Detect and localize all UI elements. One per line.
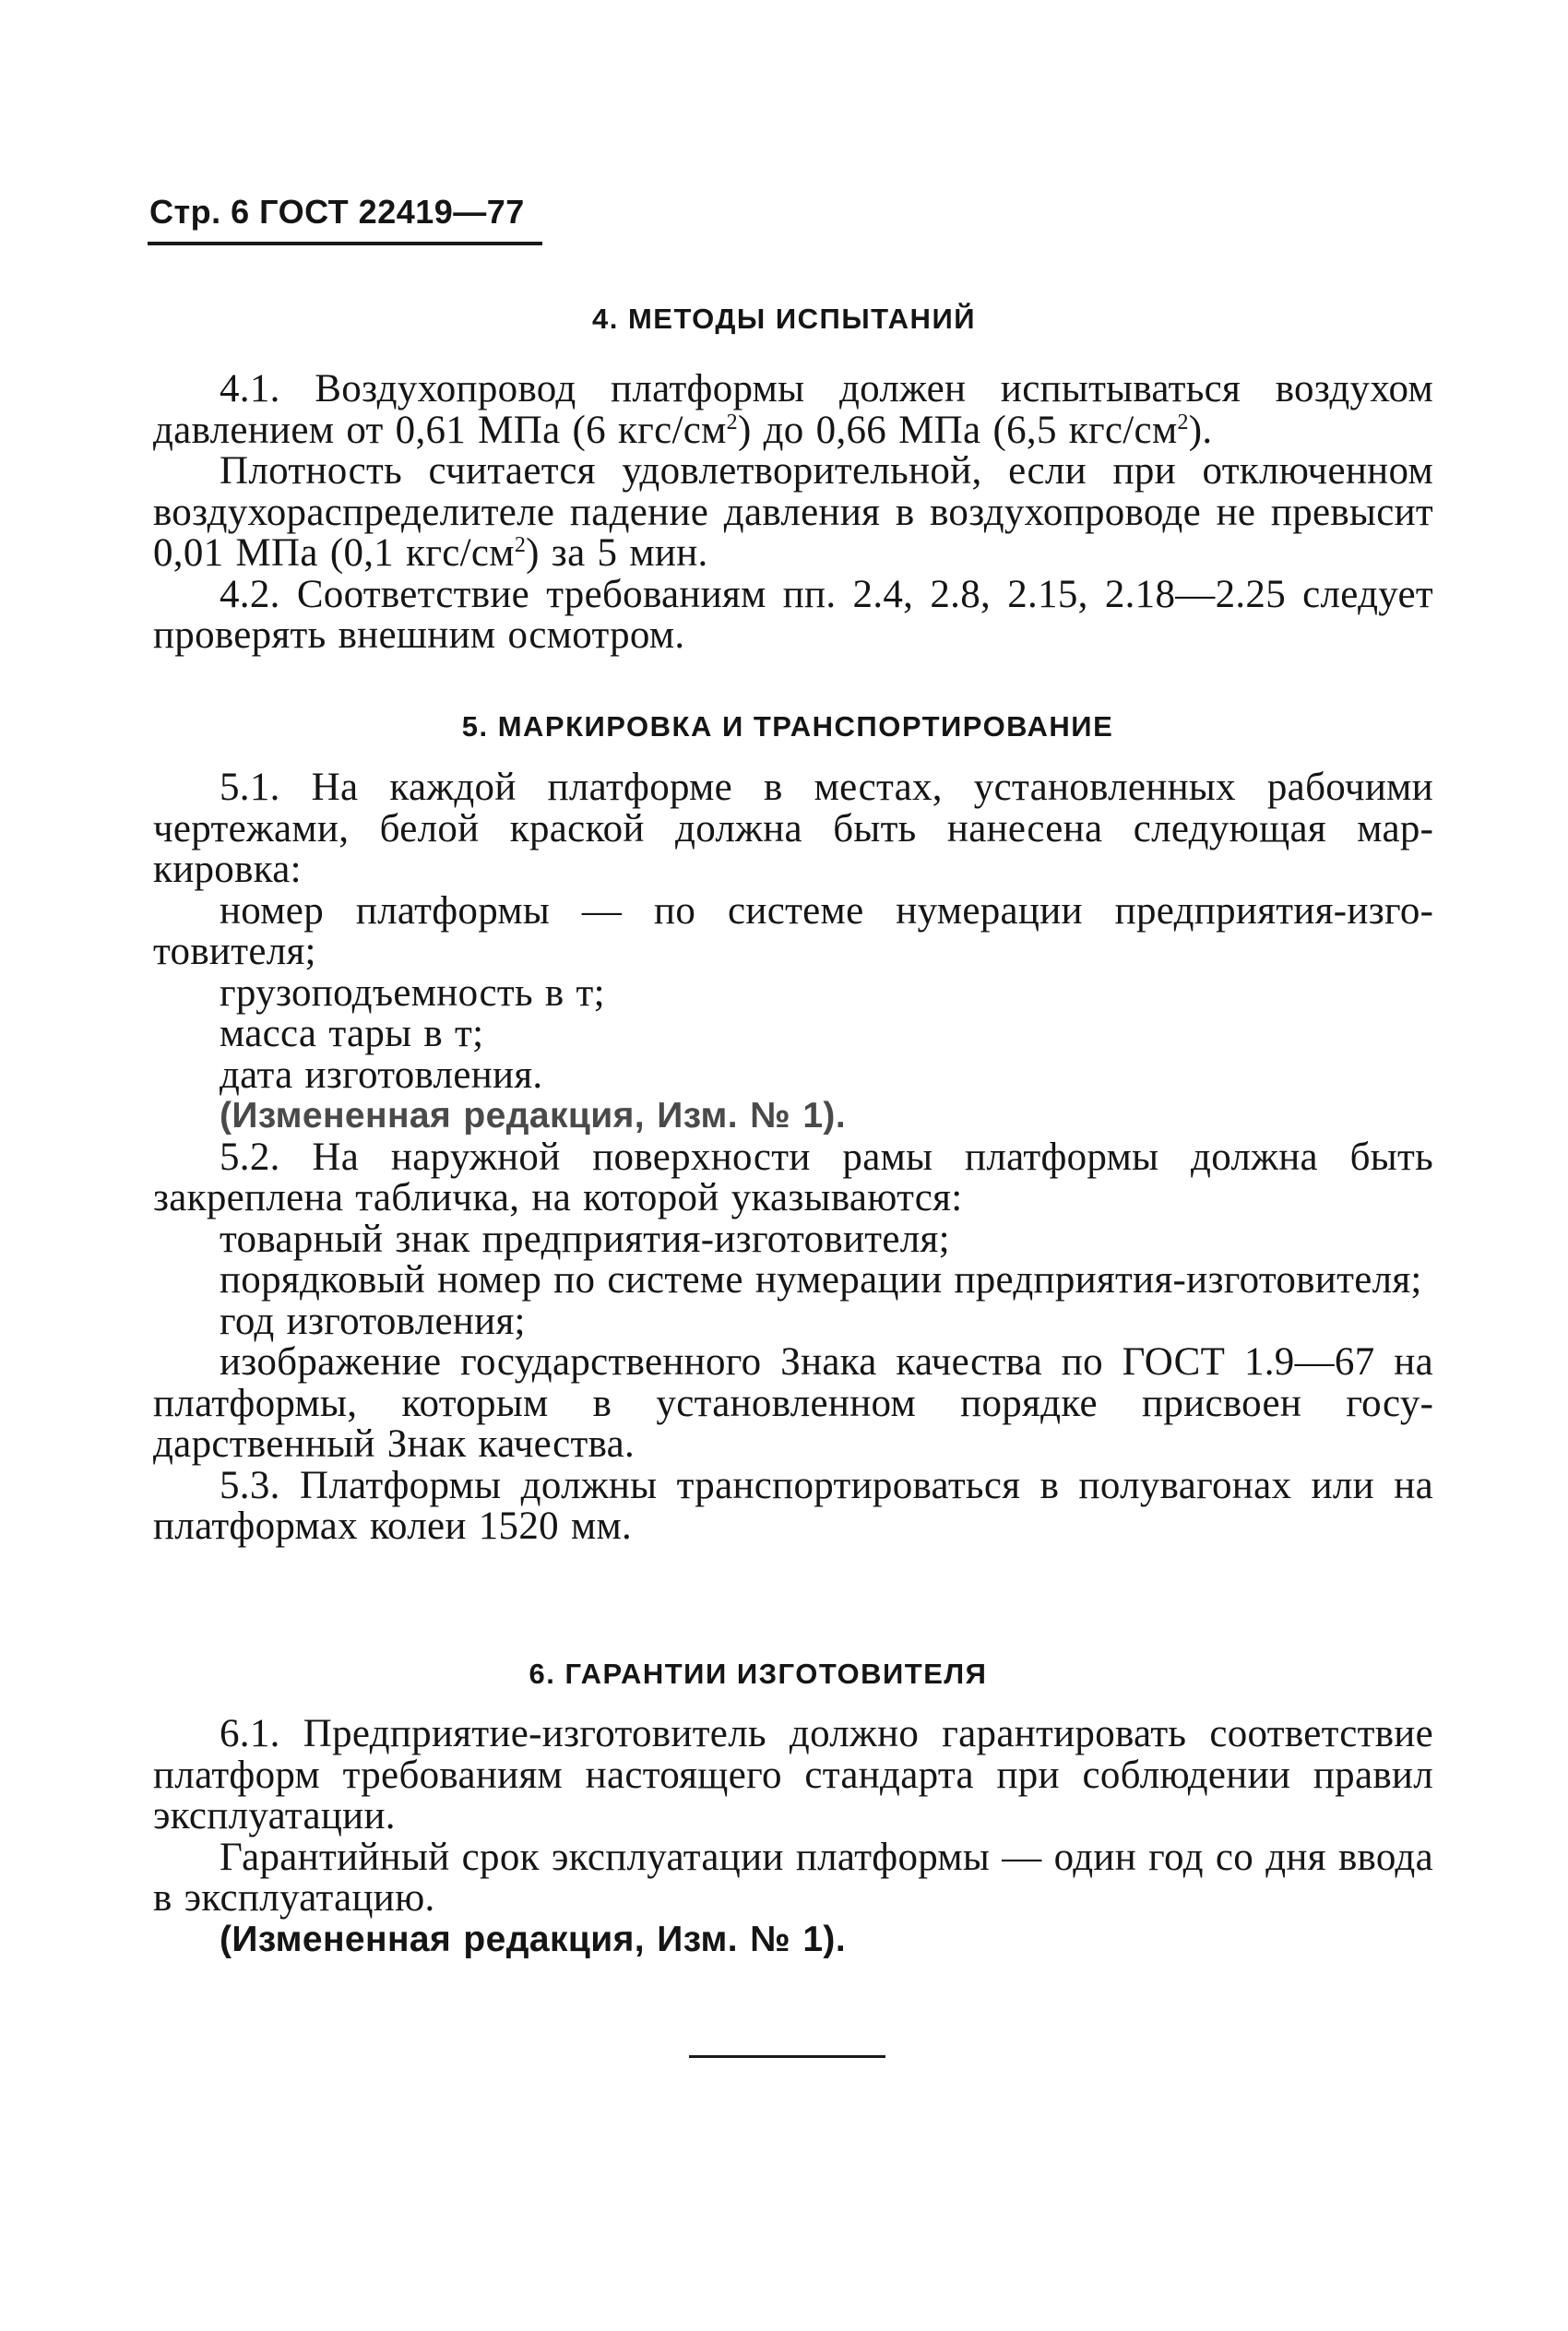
section-5-heading: 5. МАРКИРОВКА И ТРАНСПОРТИРОВАНИЕ: [461, 710, 1114, 743]
paragraph-5-1: 5.1. На каждой платформе в местах, установленных рабочими чертежами, белой краской должна быть нанесена следующая маркировка:: [153, 766, 1433, 891]
end-rule: [689, 2055, 885, 2058]
list-item: товарный знак предприятия-изготовителя;: [220, 1217, 950, 1261]
list-item: порядковый номер по системе нумерации предприятия-изготовителя;: [220, 1258, 1422, 1302]
paragraph-4-1-density: Плотность считается удовлетворительной, если при отключенном воздухораспределителе падение давления в воздухопроводе не превысит 0,01 МПа (0,1 кгс/$см^2$) за 5 мин.: [153, 449, 1433, 575]
paragraph-4-1: 4.1. Воздухопровод платформы должен испытываться воздухом давлением от 0,61 МПа (6 кгс/$см^2$) до 0,66 МПа (6,5 кгс/$см^2$).: [153, 367, 1433, 452]
paragraph-4-2: 4.2. Соответствие требованиям пп. 2.4, 2.8, 2.15, 2.18—2.25 следует проверять внешним осмотром.: [153, 572, 1433, 657]
paragraph-5-2: 5.2. На наружной поверхности рамы платформы должна быть закреплена табличка, на которой указываются:: [153, 1135, 1433, 1219]
section-6-body: [153, 1714, 1433, 1960]
page-header: Стр. 6 ГОСТ 22419—77: [149, 193, 525, 231]
list-item: номер платформы — по системе нумерации предприятия-изготовителя;: [153, 888, 1433, 973]
section-5-body: [153, 767, 1433, 1548]
amendment-note: (Измененная редакция, Изм. № 1).: [220, 1096, 847, 1136]
paragraph-6-1-warranty: Гарантийный срок эксплуатации платформы — один год со дня ввода в эксплуатацию.: [153, 1835, 1433, 1920]
list-item: дата изготовления.: [220, 1053, 543, 1097]
list-item: масса тары в т;: [220, 1012, 484, 1055]
section-6-heading: 6. ГАРАНТИИ ИЗГОТОВИТЕЛЯ: [529, 1658, 988, 1690]
list-item: изображение государственного Знака качества по ГОСТ 1.9—67 на платформы, которым в установленном порядке присвоен государственный Знак качества.: [153, 1340, 1433, 1466]
list-item: грузоподъемность в т;: [220, 970, 605, 1015]
section-4-body: [153, 369, 1433, 657]
paragraph-5-3: 5.3. Платформы должны транспортироваться в полувагонах или на платформах колеи 1520 мм.: [153, 1463, 1433, 1548]
header-rule: [148, 242, 542, 245]
paragraph-6-1: 6.1. Предприятие-изготовитель должно гарантировать соответствие платформ требованиям настоящего стандарта при соблюдении правил эксплуатации.: [153, 1712, 1433, 1837]
section-4-heading: 4. МЕТОДЫ ИСПЫТАНИЙ: [592, 303, 976, 335]
amendment-note: (Измененная редакция, Изм. № 1).: [220, 1919, 847, 1959]
list-item: год изготовления;: [220, 1299, 526, 1343]
